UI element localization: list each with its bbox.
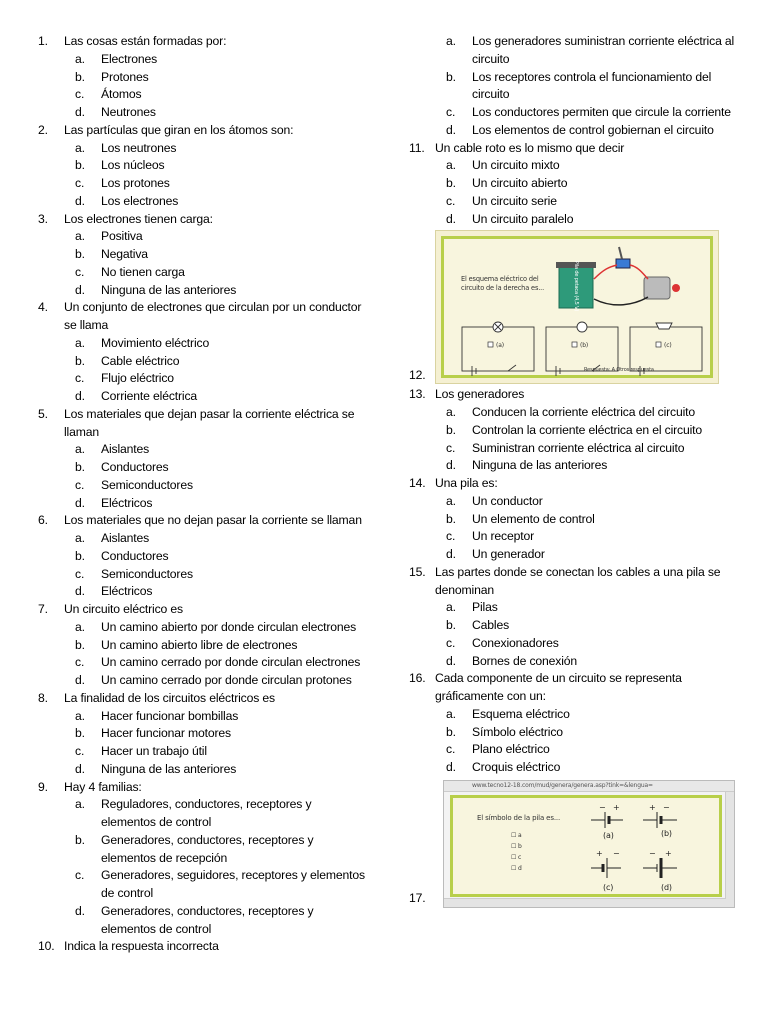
question xyxy=(38,33,368,51)
option-letter: a. xyxy=(75,531,85,545)
answer-option xyxy=(75,566,368,584)
answer-option xyxy=(446,404,739,422)
answer-option xyxy=(446,193,739,211)
right-column xyxy=(409,33,739,908)
option-letter: b. xyxy=(446,176,456,190)
question-text: Cada componente de un circuito se representa gráficamente con un: xyxy=(435,671,682,703)
option-text: Conductores xyxy=(101,548,169,563)
option-letter: b. xyxy=(75,247,85,261)
option-text: Un camino cerrado por donde circulan electrones xyxy=(101,655,361,670)
option-letter: c. xyxy=(446,440,456,455)
question-text: Un circuito eléctrico es xyxy=(64,602,183,616)
option-letter: b. xyxy=(75,726,85,741)
option-text: Controlan la corriente eléctrica en el circuito xyxy=(472,422,703,437)
plus-sign: + xyxy=(649,802,656,812)
option-text: Los neutrones xyxy=(101,140,177,155)
question xyxy=(38,690,368,708)
answer-option xyxy=(75,637,368,655)
question-number: 17. xyxy=(409,891,426,905)
answer-option xyxy=(75,548,368,566)
option-text: Un camino cerrado por donde circulan protones xyxy=(101,673,352,687)
option-text: Aislantes xyxy=(101,531,150,545)
option-text: Un circuito serie xyxy=(472,193,557,208)
option-letter: d. xyxy=(75,584,85,599)
option-letter: b. xyxy=(75,832,85,847)
answer-option xyxy=(75,388,368,406)
option-letter: b. xyxy=(75,548,85,563)
option-letter: d. xyxy=(75,282,85,297)
question-text: Indica la respuesta incorrecta xyxy=(64,939,219,954)
option-letter: d. xyxy=(446,653,456,668)
option-letter: b. xyxy=(75,353,85,368)
answer-option xyxy=(75,228,368,246)
option-letter: c. xyxy=(75,371,85,386)
answer-option xyxy=(446,175,739,193)
option-letter: d. xyxy=(75,673,85,687)
option-text: Semiconductores xyxy=(101,566,193,581)
option-letter: c. xyxy=(446,742,456,757)
answer-option xyxy=(75,708,368,726)
answer-option xyxy=(75,761,368,779)
option-letter: b. xyxy=(446,724,456,739)
option-letter: c. xyxy=(75,264,85,279)
answer-option xyxy=(75,441,368,459)
question-text: Una pila es: xyxy=(435,476,498,490)
question-text: Los materiales que dejan pasar la corriente eléctrica se llaman xyxy=(64,406,355,439)
option-text: Un camino abierto por donde circulan electrones xyxy=(101,619,357,634)
option-text: Conductores xyxy=(101,460,169,474)
option-letter: b. xyxy=(75,637,85,652)
option-text: Símbolo eléctrico xyxy=(472,724,563,739)
battery-symbol-figure xyxy=(450,795,722,897)
answer-option xyxy=(446,724,739,742)
choice-checkbox[interactable]: ☐ c xyxy=(511,853,522,861)
figure-footer: Respuesta: A Otros respuesta xyxy=(584,366,654,373)
option-text: Hacer funcionar motores xyxy=(101,726,231,741)
answer-option xyxy=(75,86,368,104)
option-letter: c. xyxy=(75,744,85,758)
answer-option xyxy=(446,599,739,617)
question-text: Un cable roto es lo mismo que decir xyxy=(435,140,625,155)
answer-option xyxy=(75,743,368,761)
answer-option xyxy=(446,493,739,511)
question-text: Un conjunto de electrones que circulan por un conductor se llama xyxy=(64,300,362,332)
choice-checkbox[interactable]: ☐ b xyxy=(511,842,522,850)
question xyxy=(38,299,368,335)
answer-option xyxy=(75,832,368,868)
figure-label: Pila de petaca (4,5 V) xyxy=(573,261,579,312)
question xyxy=(38,122,368,140)
question-number: 10. xyxy=(38,939,55,954)
option-text: Un generador xyxy=(472,547,545,561)
figure-label: (a) xyxy=(496,342,504,350)
question-text: Los electrones tienen carga: xyxy=(64,211,213,226)
option-letter: a. xyxy=(446,600,456,615)
answer-option xyxy=(446,457,739,475)
question-text: Las partes donde se conectan los cables a una pila se denominan xyxy=(435,564,721,597)
option-text: Los elementos de control gobiernan el circuito xyxy=(472,122,714,137)
option-text: Eléctricos xyxy=(101,584,153,599)
answer-option xyxy=(75,477,368,495)
answer-option xyxy=(75,157,368,175)
answer-option xyxy=(446,617,739,635)
question-text: Los generadores xyxy=(435,387,525,402)
question-text: La finalidad de los circuitos eléctricos es xyxy=(64,690,276,705)
answer-option xyxy=(75,583,368,601)
option-letter: d. xyxy=(75,761,85,776)
question-number: 15. xyxy=(409,564,426,579)
url-bar: www.tecno12-18.com/mud/genera/genera.asp?tink=&lengua= xyxy=(444,781,734,792)
option-letter: b. xyxy=(75,460,85,474)
question xyxy=(38,601,368,619)
option-letter: d. xyxy=(446,760,456,774)
option-text: Un elemento de control xyxy=(472,511,595,526)
option-text: Corriente eléctrica xyxy=(101,389,198,403)
option-letter: a. xyxy=(75,619,85,634)
answer-option xyxy=(446,211,739,229)
option-text: Los generadores suministran corriente eléctrica al circuito xyxy=(472,34,735,66)
option-text: Neutrones xyxy=(101,105,156,119)
option-text: Los núcleos xyxy=(101,158,165,173)
answer-option xyxy=(75,175,368,193)
option-text: Hacer un trabajo útil xyxy=(101,744,207,758)
option-text: Ninguna de las anteriores xyxy=(472,458,608,473)
answer-option xyxy=(75,69,368,87)
option-letter: c. xyxy=(75,477,85,492)
option-text: Plano eléctrico xyxy=(472,742,550,757)
answer-option xyxy=(75,51,368,69)
question-number: 14. xyxy=(409,476,426,490)
option-letter: c. xyxy=(446,635,456,650)
option-letter: a. xyxy=(75,229,85,244)
option-letter: c. xyxy=(75,87,85,102)
answer-option xyxy=(75,725,368,743)
answer-option xyxy=(75,459,368,477)
question-number: 8. xyxy=(38,690,48,705)
answer-option xyxy=(446,759,739,777)
question-17 xyxy=(409,780,739,908)
question-number: 6. xyxy=(38,513,48,528)
answer-option xyxy=(446,440,739,458)
option-text: Un conductor xyxy=(472,493,543,508)
choice-checkbox[interactable]: ☐ a xyxy=(511,831,522,839)
minus-sign: − xyxy=(599,802,606,812)
question xyxy=(409,475,739,493)
option-letter: b. xyxy=(75,69,85,84)
answer-option xyxy=(446,69,739,105)
answer-option xyxy=(446,741,739,759)
minus-sign: − xyxy=(649,848,656,858)
question-number: 1. xyxy=(38,34,48,48)
option-letter: a. xyxy=(446,405,456,419)
option-text: Flujo eléctrico xyxy=(101,371,174,386)
answer-option xyxy=(75,246,368,264)
option-letter: a. xyxy=(75,140,85,155)
minus-sign: − xyxy=(663,802,670,812)
question xyxy=(38,211,368,229)
option-letter: d. xyxy=(75,495,85,510)
question-number: 7. xyxy=(38,602,48,616)
option-letter: a. xyxy=(75,708,85,723)
question-number: 13. xyxy=(409,387,426,402)
option-text: Ninguna de las anteriores xyxy=(101,761,237,776)
option-text: Bornes de conexión xyxy=(472,653,578,668)
option-letter: a. xyxy=(75,797,85,812)
answer-option xyxy=(75,370,368,388)
option-letter: a. xyxy=(446,158,456,173)
browser-figure xyxy=(443,780,735,908)
option-text: Generadores, seguidores, receptores y elementos de control xyxy=(101,868,365,900)
option-text: Reguladores, conductores, receptores y elementos de control xyxy=(101,797,312,829)
option-letter: c. xyxy=(75,176,85,190)
option-letter: a. xyxy=(446,706,456,721)
figure-prompt: El símbolo de la pila es... xyxy=(477,813,561,822)
option-text: Los protones xyxy=(101,176,170,190)
option-letter: d. xyxy=(446,211,456,226)
option-text: Esquema eléctrico xyxy=(472,706,570,721)
option-letter: a. xyxy=(75,335,85,350)
figure-label: (c) xyxy=(664,342,672,350)
question-number: 11. xyxy=(409,140,425,155)
option-letter: d. xyxy=(446,547,456,561)
question-number: 4. xyxy=(38,300,48,315)
option-text: Un receptor xyxy=(472,529,535,544)
option-text: Semiconductores xyxy=(101,477,193,492)
choice-checkbox[interactable]: ☐ d xyxy=(511,864,522,872)
option-text: Generadores, conductores, receptores y elementos de control xyxy=(101,903,314,936)
question-number: 2. xyxy=(38,122,48,137)
option-letter: c. xyxy=(446,529,456,544)
answer-option xyxy=(75,353,368,371)
option-letter: c. xyxy=(446,105,456,119)
answer-option xyxy=(446,157,739,175)
horizontal-scrollbar[interactable] xyxy=(444,898,726,907)
answer-option xyxy=(75,796,368,832)
figure-prompt: El esquema eléctrico del circuito de la derecha es... xyxy=(461,275,545,293)
answer-option xyxy=(446,33,739,69)
option-letter: b. xyxy=(446,618,456,632)
option-letter: a. xyxy=(75,442,85,457)
option-text: Un circuito paralelo xyxy=(472,211,574,226)
option-text: Los conductores permiten que circule la corriente xyxy=(472,105,731,119)
option-text: Átomos xyxy=(101,87,142,102)
option-letter: c. xyxy=(75,868,85,883)
question-12 xyxy=(409,230,739,384)
option-text: Los electrones xyxy=(101,193,179,208)
option-text: Protones xyxy=(101,69,149,84)
option-text: Electrones xyxy=(101,51,158,66)
answer-option xyxy=(75,335,368,353)
question-number: 12. xyxy=(409,367,426,382)
question-number: 9. xyxy=(38,779,48,794)
answer-option xyxy=(446,422,739,440)
vertical-scrollbar[interactable] xyxy=(725,792,734,907)
answer-option xyxy=(75,654,368,672)
answer-option xyxy=(446,528,739,546)
answer-option xyxy=(75,530,368,548)
symbol-label: (c) xyxy=(603,882,614,892)
answer-option xyxy=(75,495,368,513)
option-letter: c. xyxy=(446,193,456,208)
circuit-drawing xyxy=(444,239,710,377)
answer-option xyxy=(75,903,368,939)
option-text: Generadores, conductores, receptores y elementos de recepción xyxy=(101,832,314,865)
option-text: Croquis eléctrico xyxy=(472,760,561,774)
question xyxy=(409,140,739,158)
answer-option xyxy=(446,635,739,653)
answer-option xyxy=(75,282,368,300)
battery-symbols xyxy=(453,798,723,898)
answer-option xyxy=(75,672,368,690)
option-text: Positiva xyxy=(101,229,143,244)
answer-option xyxy=(446,104,739,122)
option-text: Ninguna de las anteriores xyxy=(101,282,237,297)
plus-sign: + xyxy=(665,848,672,858)
option-text: Aislantes xyxy=(101,442,150,457)
answer-option xyxy=(446,653,739,671)
option-letter: d. xyxy=(446,122,456,137)
option-text: Hacer funcionar bombillas xyxy=(101,708,239,723)
answer-option xyxy=(446,511,739,529)
question-text: Hay 4 familias: xyxy=(64,779,142,794)
option-letter: a. xyxy=(75,51,85,66)
option-letter: c. xyxy=(75,566,85,581)
plus-sign: + xyxy=(613,802,620,812)
option-letter: d. xyxy=(75,903,85,918)
question xyxy=(409,670,739,706)
option-text: Pilas xyxy=(472,600,498,615)
question xyxy=(38,512,368,530)
question-text: Las cosas están formadas por: xyxy=(64,34,227,48)
answer-option xyxy=(75,140,368,158)
figure-label: (b) xyxy=(580,342,589,350)
option-letter: d. xyxy=(75,389,85,403)
question xyxy=(38,406,368,442)
option-text: Cable eléctrico xyxy=(101,353,180,368)
option-letter: c. xyxy=(75,655,85,670)
answer-option xyxy=(75,193,368,211)
left-column xyxy=(38,33,368,956)
option-text: Movimiento eléctrico xyxy=(101,335,210,350)
answer-option xyxy=(446,122,739,140)
option-letter: d. xyxy=(75,193,85,208)
question xyxy=(409,386,739,404)
option-text: Cables xyxy=(472,618,510,632)
option-letter: b. xyxy=(446,511,456,526)
question-text: Los materiales que no dejan pasar la corriente se llaman xyxy=(64,513,362,528)
symbol-label: (d) xyxy=(661,882,672,892)
option-letter: d. xyxy=(446,458,456,473)
answer-option xyxy=(446,706,739,724)
answer-option xyxy=(75,264,368,282)
answer-option xyxy=(75,104,368,122)
option-text: Suministran corriente eléctrica al circuito xyxy=(472,440,685,455)
option-letter: b. xyxy=(446,69,456,84)
symbol-label: (a) xyxy=(603,830,614,840)
option-letter: d. xyxy=(75,105,85,119)
option-text: Un camino abierto libre de electrones xyxy=(101,637,298,652)
option-text: Un circuito mixto xyxy=(472,158,560,173)
option-text: No tienen carga xyxy=(101,264,185,279)
option-letter: a. xyxy=(446,34,456,48)
question-text: Las partículas que giran en los átomos son: xyxy=(64,122,294,137)
question-number: 5. xyxy=(38,406,48,421)
circuit-figure xyxy=(435,230,719,384)
question-number: 16. xyxy=(409,671,426,686)
minus-sign: − xyxy=(613,848,620,858)
symbol-label: (b) xyxy=(661,828,672,838)
option-text: Conducen la corriente eléctrica del circuito xyxy=(472,405,696,419)
option-text: Conexionadores xyxy=(472,635,559,650)
plus-sign: + xyxy=(596,848,603,858)
option-text: Los receptores controla el funcionamiento del circuito xyxy=(472,69,712,102)
option-text: Negativa xyxy=(101,247,148,261)
option-letter: a. xyxy=(446,493,456,508)
answer-option xyxy=(75,619,368,637)
answer-option xyxy=(446,546,739,564)
question xyxy=(38,938,368,956)
option-letter: b. xyxy=(75,158,85,173)
answer-option xyxy=(75,867,368,903)
question xyxy=(409,564,739,600)
option-letter: b. xyxy=(446,422,456,437)
option-text: Un circuito abierto xyxy=(472,176,568,190)
question-number: 3. xyxy=(38,211,48,226)
option-text: Eléctricos xyxy=(101,495,153,510)
question xyxy=(38,779,368,797)
